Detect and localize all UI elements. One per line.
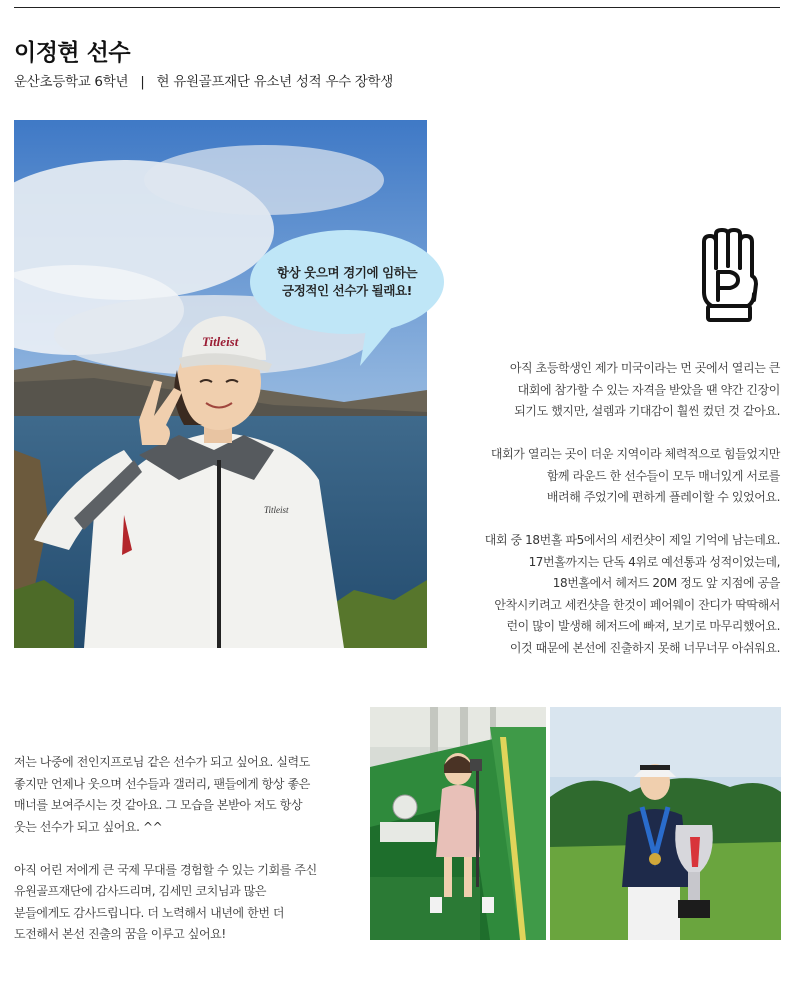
dream-line: 좋지만 언제나 웃으며 선수들과 갤러리, 팬들에게 항상 좋은 xyxy=(14,776,310,791)
dream-line: 분들에게도 감사드립니다. 더 노력해서 내년에 한번 더 xyxy=(14,905,285,920)
story-line: 배려해 주었기에 편하게 플레이할 수 있었어요. xyxy=(546,490,780,504)
story-line: 대회 중 18번홀 파5에서의 세컨샷이 제일 기억에 남는데요. xyxy=(484,533,780,547)
player-subtitle xyxy=(14,70,393,90)
dream-paragraph xyxy=(14,860,344,946)
school-grade: 운산초등학교 6학년 xyxy=(14,74,129,90)
dream-line: 도전해서 본선 진출의 꿈을 이루고 싶어요! xyxy=(14,927,226,941)
story-line: 18번홀에서 헤저드 20M 정도 앞 지점에 공을 xyxy=(552,576,780,590)
subtitle-separator: | xyxy=(140,74,145,90)
scholarship-affiliation: 현 유원골프재단 유소년 성적 우수 장학생 xyxy=(156,74,394,90)
shirt-logo-text: Titleist xyxy=(264,505,289,515)
story-line: 대회에 참가할 수 있는 자격을 받았을 땐 약간 긴장이 xyxy=(517,382,780,397)
quote-line: 긍정적인 선수가 될래요! xyxy=(282,283,412,298)
player-name: 이정현 선수 xyxy=(14,40,131,66)
dream-line: 매너를 보여주시는 것 같아요. 그 모습을 본받아 저도 항상 xyxy=(14,798,303,812)
future-dream xyxy=(14,752,344,967)
top-divider xyxy=(14,7,780,8)
golf-glove-icon xyxy=(698,228,760,324)
dream-line: 유원골프재단에 감사드리며, 김세민 코치님과 많은 xyxy=(14,884,267,898)
tournament-story xyxy=(450,358,780,659)
story-line: 17번홀까지는 단독 4위로 예선통과 성적이었는데, xyxy=(528,554,780,569)
dream-line: 저는 나중에 전인지프로님 같은 선수가 되고 싶어요. 실력도 xyxy=(14,755,310,769)
cap-logo-text: Titleist xyxy=(202,334,239,349)
trophy-photo xyxy=(550,707,781,940)
speech-bubble-text xyxy=(260,264,434,300)
story-line: 아직 초등학생인 제가 미국이라는 먼 곳에서 열리는 큰 xyxy=(509,361,780,375)
story-paragraph xyxy=(450,444,780,509)
story-line: 이것 때문에 본선에 진출하지 못해 너무너무 아쉬워요. xyxy=(509,640,780,655)
driving-range-photo xyxy=(370,707,546,940)
quote-line: 항상 웃으며 경기에 임하는 xyxy=(276,265,418,280)
dream-paragraph xyxy=(14,752,344,838)
story-line: 함께 라운드 한 선수들이 모두 매너있게 서로를 xyxy=(546,468,780,483)
story-line: 런이 많이 발생해 헤저드에 빠져, 보기로 마무리했어요. xyxy=(506,619,780,633)
story-line: 대회가 열리는 곳이 더운 지역이라 체력적으로 힘들었지만 xyxy=(490,447,780,461)
story-line: 되기도 했지만, 설렘과 기대감이 훨씬 컸던 것 같아요. xyxy=(514,404,780,418)
main-photo xyxy=(14,120,427,648)
story-paragraph xyxy=(450,358,780,423)
dream-line: 웃는 선수가 되고 싶어요. ^^ xyxy=(14,819,163,834)
story-paragraph xyxy=(450,530,780,659)
story-line: 안착시키려고 세컨샷을 한것이 페어웨이 잔디가 딱딱해서 xyxy=(494,597,780,612)
dream-line: 아직 어린 저에게 큰 국제 무대를 경험할 수 있는 기회를 주신 xyxy=(14,862,317,877)
